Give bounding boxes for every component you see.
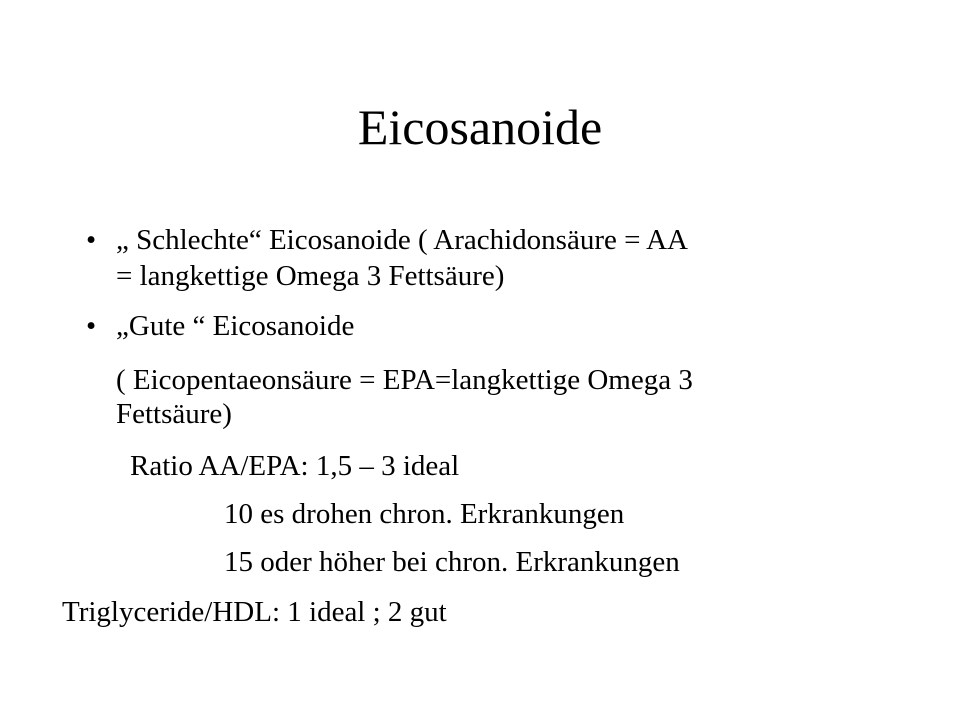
continuation-line-1: ( Eicopentaeonsäure = EPA=langkettige Omega 3 — [116, 364, 693, 396]
bullet-marker: • — [86, 310, 97, 342]
bullet-marker: • — [86, 224, 97, 256]
slide-title: Eicosanoide — [357, 99, 603, 155]
bullet-2-line-1: „Gute “ Eicosanoide — [116, 310, 355, 342]
bullet-1-line-2: = langkettige Omega 3 Fettsäure) — [116, 260, 505, 292]
ratio-line-10: 10 es drohen chron. Erkrankungen — [224, 498, 625, 530]
ratio-heading: Ratio AA/EPA: 1,5 – 3 ideal — [130, 450, 460, 482]
triglyceride-line: Triglyceride/HDL: 1 ideal ; 2 gut — [62, 596, 447, 628]
bullet-1-line-1: „ Schlechte“ Eicosanoide ( Arachidonsäure = AA — [116, 224, 688, 256]
continuation-line-2: Fettsäure) — [116, 398, 232, 430]
ratio-line-15: 15 oder höher bei chron. Erkrankungen — [224, 546, 680, 578]
